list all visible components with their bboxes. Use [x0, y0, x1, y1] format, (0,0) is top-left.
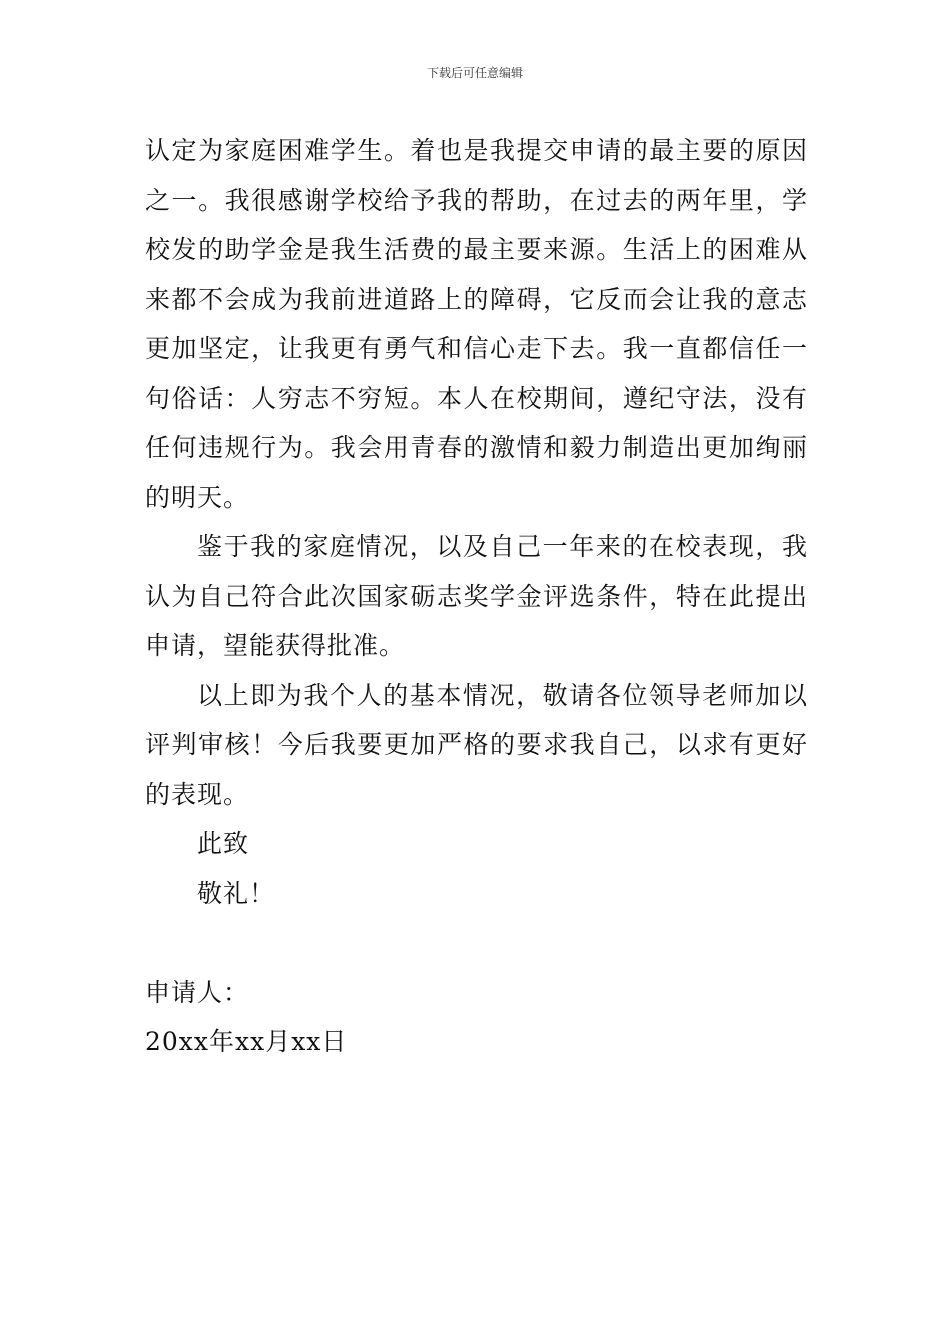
letter-paragraph-conclusion: 以上即为我个人的基本情况，敬请各位领导老师加以评判审核！今后我要更加严格的要求我自己，以求有更好的表现。	[145, 680, 808, 809]
closing-regards: 敬礼！	[197, 878, 276, 908]
signature-spacer	[145, 918, 808, 968]
closing-salutation: 此致	[197, 829, 250, 858]
letter-body	[145, 126, 808, 1067]
letter-paragraph-continued: 认定为家庭困难学生。着也是我提交申请的最主要的原因之一。我很感谢学校给予我的帮助，在过去的两年里，学校发的助学金是我生活费的最主要来源。生活上的困难从来都不会成为我前进道路上的障碍，它反而会让我的意志更加坚定，让我更有勇气和信心走下去。我一直都信任一句俗话：人穷志不穷短。本人在校期间，遵纪守法，没有任何违规行为。我会用青春的激情和毅力制造出更加绚丽的明天。	[145, 136, 808, 512]
letter-date: 20xx年xx月xx日	[145, 1027, 348, 1056]
letter-paragraph-eligibility: 鉴于我的家庭情况，以及自己一年来的在校表现，我认为自己符合此次国家砺志奖学金评选条件，特在此提出申请，望能获得批准。	[145, 532, 808, 660]
applicant-label: 申请人：	[145, 977, 250, 1007]
page-header-note: 下载后可任意编辑	[426, 66, 523, 80]
